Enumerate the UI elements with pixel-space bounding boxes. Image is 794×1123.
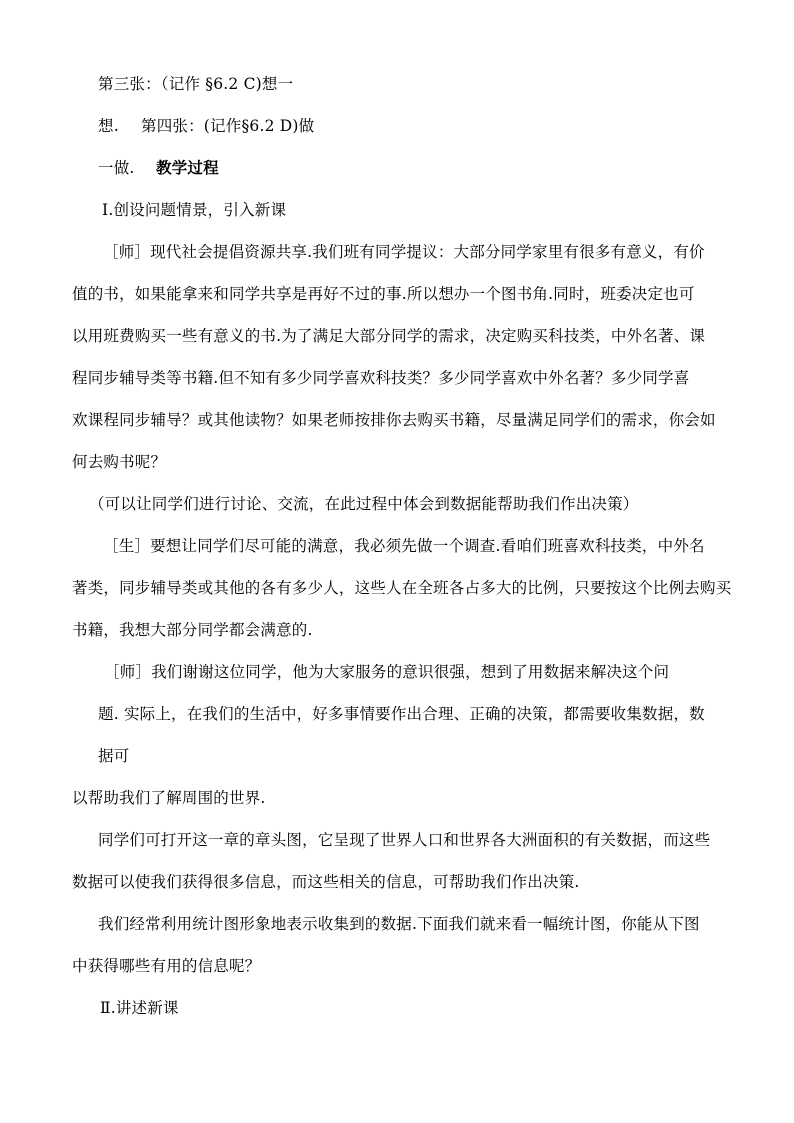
student-paragraph-line: ［生］要想让同学们尽可能的满意，我必须先做一个调查.看咱们班喜欢科技类，中外名	[103, 537, 705, 555]
teacher-paragraph-line: 欢课程同步辅导？或其他读物？如果老师按排你去购买书籍，尽量满足同学们的需求，你会如	[72, 411, 716, 429]
teacher2-paragraph-line: 题. 实际上，在我们的生活中，好多事情要作出合理、正确的决策，都需要收集数据，数	[98, 705, 705, 723]
teacher2-paragraph-line: ［师］我们谢谢这位同学，他为大家服务的意识很强，想到了用数据来解决这个问	[104, 663, 670, 681]
text-line: 第三张：（记作 §6.2 C)想一	[98, 75, 294, 93]
student-paragraph-line: 书籍，我想大部分同学都会满意的.	[72, 621, 313, 639]
text-line: 一做.	[98, 159, 135, 177]
section1-heading: Ⅰ.创设问题情景，引入新课	[102, 201, 287, 219]
teacher-paragraph-line: 以用班费购买一些有意义的书.为了满足大部分同学的需求，决定购买科技类，中外名著、课	[72, 327, 706, 345]
text-line: 想.	[98, 117, 119, 135]
discussion-note: （可以让同学们进行讨论、交流，在此过程中体会到数据能帮助我们作出决策）	[89, 495, 639, 513]
text-line: 第四张：(记作§6.2 D)做	[141, 117, 315, 135]
stats-paragraph-line: 我们经常利用统计图形象地表示收集到的数据.下面我们就来看一幅统计图，你能从下图	[98, 915, 700, 933]
chart-intro-paragraph-line: 同学们可打开这一章的章头图，它呈现了世界人口和世界各大洲面积的有关数据，而这些	[98, 831, 711, 849]
teacher-paragraph-line: 程同步辅导类等书籍.但不知有多少同学喜欢科技类？多少同学喜欢中外名著？多少同学喜	[72, 369, 690, 387]
student-paragraph-line: 著类，同步辅导类或其他的各有多少人，这些人在全班各占多大的比例，只要按这个比例去购买	[72, 579, 732, 597]
teacher-paragraph-line: 何去购书呢？	[72, 453, 167, 471]
stats-paragraph-line: 中获得哪些有用的信息呢？	[72, 957, 261, 975]
teacher2-paragraph-line: 以帮助我们了解周围的世界.	[72, 789, 266, 807]
teacher-paragraph-line: ［师］现代社会提倡资源共享.我们班有同学提议：大部分同学家里有很多有意义，有价	[103, 243, 705, 261]
teacher2-paragraph-line: 据可	[98, 747, 130, 765]
teacher-paragraph-line: 值的书，如果能拿来和同学共享是再好不过的事.所以想办一个图书角.同时，班委决定也可	[72, 285, 695, 303]
section2-heading: Ⅱ.讲述新课	[100, 999, 179, 1017]
chart-intro-paragraph-line: 数据可以使我们获得很多信息，而这些相关的信息，可帮助我们作出决策.	[72, 873, 580, 891]
section-heading-teaching-process: 教学过程	[156, 158, 219, 177]
